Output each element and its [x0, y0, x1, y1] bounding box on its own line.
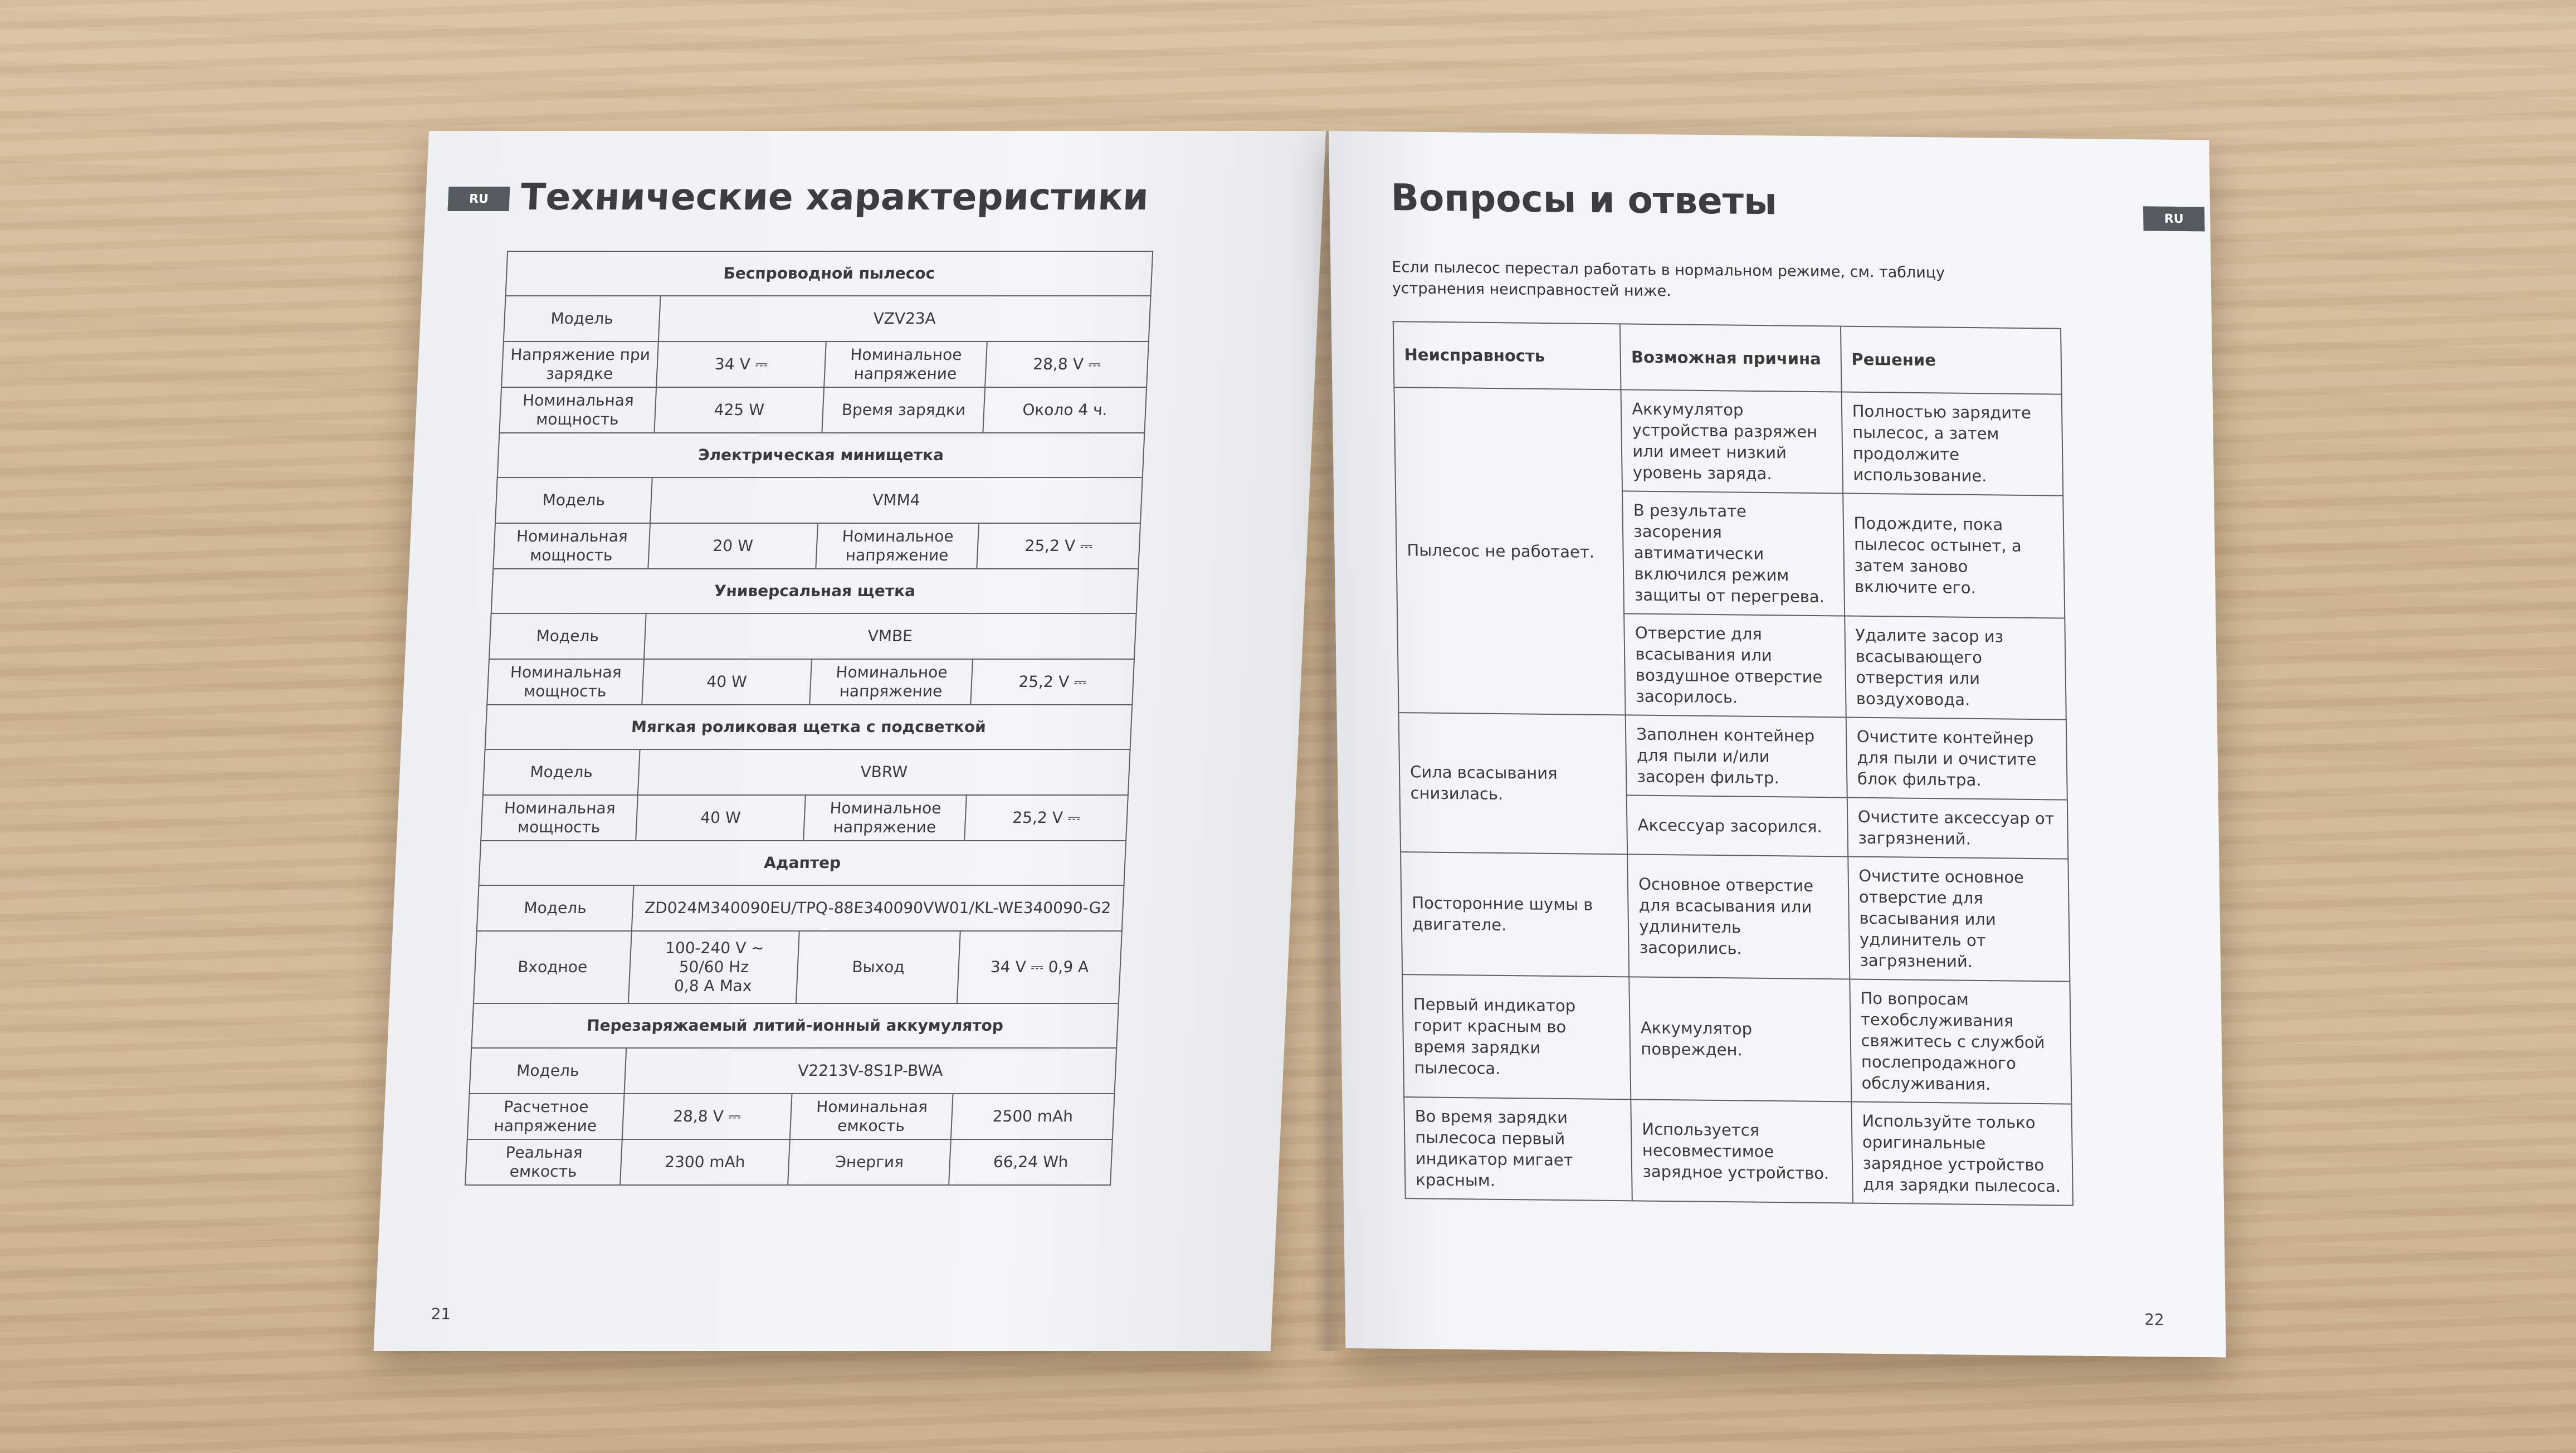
- spec-value: VBRW: [638, 749, 1130, 795]
- table-row: [493, 523, 1140, 569]
- cause-cell: Основное отверстие для всасывания или удлинитель засорились.: [1627, 854, 1849, 979]
- spec-value: 34 V ⎓: [656, 342, 826, 387]
- input-current: 0,8 A Max: [674, 977, 753, 995]
- spec-label: Номинальная мощность: [493, 523, 650, 569]
- section-row: [497, 433, 1145, 477]
- spec-label: Номинальная мощность: [487, 659, 644, 705]
- spec-label: Напряжение при зарядке: [501, 342, 658, 387]
- section-header: Электрическая минищетка: [497, 433, 1145, 477]
- table-row: [495, 477, 1143, 523]
- section-header: Беспроводной пылесос: [506, 251, 1153, 296]
- spec-label: Номинальное напряжение: [824, 342, 987, 387]
- spec-value: 40 W: [642, 659, 812, 705]
- page-title: Вопросы и ответы: [1391, 176, 1778, 223]
- solution-cell: Очистите аксессуар от загрязнений.: [1847, 798, 2068, 859]
- table-row: [501, 342, 1149, 387]
- spec-label: Время зарядки: [822, 387, 985, 433]
- header-row: [1393, 321, 2062, 394]
- section-row: [506, 251, 1153, 296]
- spec-value: 425 W: [654, 387, 824, 433]
- spec-label: Модель: [470, 1048, 627, 1094]
- solution-cell: Полностью зарядите пылесос, а затем продолжите использование.: [1841, 392, 2063, 496]
- solution-cell: Очистите контейнер для пыли и очистите блок фильтра.: [1846, 718, 2067, 800]
- cause-cell: Заполнен контейнер для пыли и/или засорен фильтр.: [1626, 715, 1847, 797]
- spec-label: Номинальное напряжение: [803, 795, 967, 841]
- table-row: [499, 387, 1146, 433]
- spec-label: Выход: [796, 931, 960, 1003]
- spec-value: 28,8 V ⎓: [985, 342, 1149, 387]
- section-header: Универсальная щетка: [491, 569, 1139, 613]
- table-row: [477, 885, 1124, 931]
- spec-label: Модель: [504, 296, 661, 342]
- table-row: [467, 1094, 1115, 1139]
- spec-label: Номинальная емкость: [790, 1094, 953, 1139]
- spec-table: [465, 251, 1153, 1186]
- spec-label: Номинальное напряжение: [809, 659, 973, 705]
- fault-cell: Пылесос не работает.: [1394, 387, 1626, 715]
- page-number: 21: [430, 1305, 451, 1323]
- spec-label: Энергия: [788, 1139, 951, 1185]
- solution-cell: Очистите основное отверстие для всасывания или удлинитель от загрязнений.: [1848, 856, 2070, 981]
- spec-label: Модель: [495, 477, 652, 523]
- cause-cell: Аксессуар засорился.: [1627, 795, 1848, 856]
- spec-value: 40 W: [636, 795, 806, 841]
- language-tag: RU: [2143, 206, 2205, 231]
- spec-value: 66,24 Wh: [949, 1139, 1113, 1185]
- left-page: [374, 131, 1326, 1351]
- spec-label: Модель: [489, 613, 646, 659]
- intro-text: Если пылесос перестал работать в нормальном режиме, см. таблицу устранения неисправностей ниже.: [1392, 259, 1945, 300]
- table-row: [1402, 974, 2071, 1104]
- cause-cell: Аккумулятор поврежден.: [1629, 977, 1851, 1101]
- table-row: [465, 1139, 1113, 1185]
- spec-label: Реальная емкость: [465, 1139, 622, 1185]
- section-header: Адаптер: [479, 841, 1126, 885]
- spec-value: V2213V-8S1P-BWA: [624, 1048, 1116, 1094]
- spec-value: Около 4 ч.: [983, 387, 1146, 433]
- table-row: [481, 795, 1128, 841]
- spec-label: Номинальная мощность: [499, 387, 656, 433]
- solution-cell: По вопросам техобслуживания свяжитесь с службой послепродажного обслуживания.: [1850, 979, 2072, 1104]
- fault-cell: Сила всасывания снизилась.: [1399, 713, 1628, 854]
- input-frequency: 50/60 Hz: [678, 958, 749, 976]
- spec-value: 2500 mAh: [951, 1094, 1114, 1139]
- table-row: [470, 1048, 1117, 1094]
- cause-cell: В результате засорения автиматически включился режим защиты от перегрева.: [1622, 491, 1844, 616]
- spec-value: 25,2 V ⎓: [977, 523, 1140, 569]
- spec-label: Модель: [477, 885, 634, 931]
- spec-label: Расчетное напряжение: [467, 1094, 625, 1139]
- table-row: [483, 749, 1130, 795]
- spec-value: 20 W: [648, 523, 818, 569]
- spec-value: ZD024M340090EU/TPQ-88E340090VW01/KL-WE340090-G2: [632, 885, 1124, 931]
- troubleshooting-table: [1393, 321, 2074, 1206]
- table-row: [1401, 852, 2070, 982]
- spec-value: VMM4: [650, 477, 1143, 523]
- page-title: Технические характеристики: [519, 175, 1150, 218]
- column-header-fault: Неисправность: [1393, 321, 1621, 389]
- spec-label: Модель: [483, 749, 640, 795]
- cause-cell: Используется несовместимое зарядное устройство.: [1631, 1099, 1853, 1203]
- spec-value-multiline: [628, 931, 799, 1003]
- cause-cell: Отверстие для всасывания или воздушное отверстие засорилось.: [1624, 613, 1846, 717]
- spec-value: 25,2 V ⎓: [965, 795, 1128, 841]
- fault-cell: Во время зарядки пылесоса первый индикатор мигает красным.: [1404, 1097, 1632, 1201]
- table-row: [489, 613, 1136, 659]
- section-row: [471, 1003, 1119, 1048]
- section-row: [479, 841, 1126, 885]
- table-row: [1404, 1097, 2073, 1206]
- fault-cell: Первый индикатор горит красным во время зарядки пылесоса.: [1402, 974, 1631, 1099]
- spec-value: VZV23A: [658, 296, 1151, 342]
- table-row: [474, 931, 1122, 1003]
- section-header: Перезаряжаемый литий-ионный аккумулятор: [471, 1003, 1119, 1048]
- input-voltage: 100-240 V ~: [665, 939, 765, 957]
- spec-value: 25,2 V ⎓: [971, 659, 1134, 705]
- spec-value: 28,8 V ⎓: [622, 1094, 792, 1139]
- table-row: [1394, 387, 2063, 496]
- spec-label: Номинальная мощность: [481, 795, 638, 841]
- spec-label: Номинальное напряжение: [816, 523, 979, 569]
- section-row: [491, 569, 1139, 613]
- page-number: 22: [2144, 1310, 2165, 1329]
- table-row: [1399, 713, 2067, 800]
- solution-cell: Используйте только оригинальные зарядное устройство для зарядки пылесоса.: [1851, 1101, 2073, 1205]
- cause-cell: Аккумулятор устройства разряжен или имеет низкий уровень заряда.: [1621, 389, 1843, 493]
- column-header-solution: Решение: [1841, 326, 2062, 394]
- spec-value: 2300 mAh: [620, 1139, 790, 1185]
- section-row: [485, 705, 1133, 749]
- solution-cell: Удалите засор из всасывающего отверстия или воздуховода.: [1845, 616, 2066, 720]
- spec-value: 34 V ⎓ 0,9 A: [957, 931, 1121, 1003]
- solution-cell: Подождите, пока пылесос остынет, а затем заново включите его.: [1843, 494, 2065, 618]
- section-header: Мягкая роликовая щетка с подсветкой: [485, 705, 1133, 749]
- table-row: [487, 659, 1134, 705]
- fault-cell: Посторонние шумы в двигателе.: [1401, 852, 1629, 977]
- table-row: [504, 296, 1151, 342]
- right-page: [1329, 131, 2226, 1357]
- spec-label: Входное: [474, 931, 632, 1003]
- spec-value: VMBE: [644, 613, 1136, 659]
- language-tag: RU: [447, 187, 510, 211]
- column-header-cause: Возможная причина: [1620, 324, 1841, 392]
